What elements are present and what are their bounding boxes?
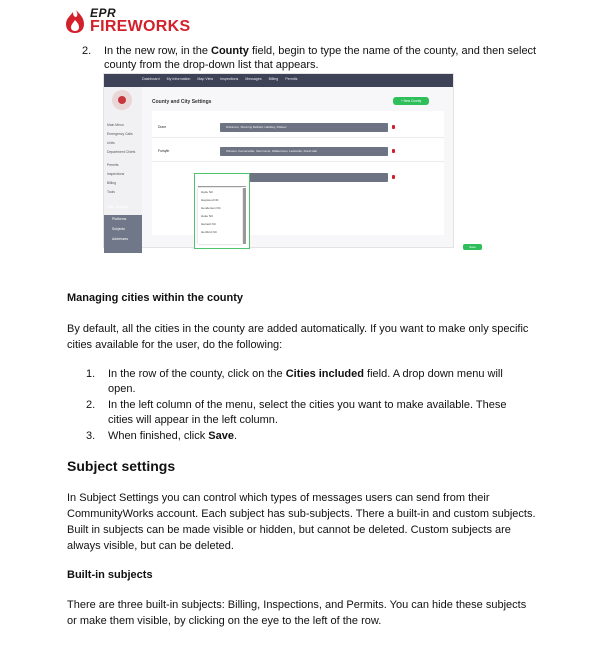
screenshot-top-nav (104, 74, 453, 87)
sidebar-item: Addresses (112, 237, 129, 241)
dropdown-option: Henderson NC (201, 206, 221, 210)
sidebar-item: Inspections (107, 172, 125, 176)
screenshot-nav-links (142, 77, 303, 81)
step-text (104, 44, 544, 72)
builtin-subjects-heading: Built-in subjects (67, 569, 153, 581)
sidebar-item: Subjects (112, 227, 126, 231)
county-settings-screenshot (103, 73, 476, 249)
cities-included-field (220, 147, 388, 156)
sidebar-item: Billing (107, 181, 117, 185)
list-text-c: . (233, 430, 238, 442)
sidebar-item: Main Menu (107, 123, 124, 127)
department-logo-icon (112, 90, 132, 110)
epr-fireworks-logo (64, 6, 191, 36)
screenshot-sidebar (104, 87, 142, 247)
screenshot-main (142, 87, 476, 249)
list-number: 1. (86, 368, 96, 380)
sidebar-item: Department Chiefs (107, 150, 136, 154)
list-text-bold: Cities included (285, 368, 364, 380)
dropdown-scrollbar (243, 188, 246, 244)
list-number: 2. (86, 399, 96, 411)
managing-intro: By default, all the cities in the county are added automatically. If you want to make only specific cities available for the user, do the following: (67, 323, 529, 351)
list-number: 3. (86, 430, 96, 442)
dropdown-option: Harnett NC (201, 222, 217, 226)
county-name: Forsyth (158, 149, 170, 153)
builtin-subjects-body: There are three built-in subjects: Billing, Inspections, and Permits. You can hide these subjects or make them visible, by clicking on the eye to the left of the row. (67, 599, 527, 627)
cities-included-field (220, 123, 388, 132)
logo-fireworks-text: FIREWORKS (90, 18, 191, 35)
sidebar-item: Permits (107, 163, 119, 167)
subject-settings-heading: Subject settings (67, 458, 176, 474)
county-row (152, 141, 444, 162)
county-dropdown-list (198, 188, 242, 244)
logo-epr-text: EPR (90, 6, 117, 20)
nav-link: Billing (268, 77, 279, 81)
dropdown-option: Hertford NC (201, 230, 218, 234)
nav-link: Map View (197, 77, 214, 81)
cities-text: Winston, Kernersville, Clemmons, Walkertown, Lewisville, Rural Hall (226, 149, 317, 153)
step-text-bold: County (211, 45, 249, 57)
cities-text: Dickinson, Manning Belfield, Halliday, Killdeer (226, 125, 287, 129)
subject-settings-body: In Subject Settings you can control which types of messages users can send from their CommunityWorks account. Each subject has sub-subjects. There a built-in and custom subjects. Built in subjects can be made visible or hidden, but cannot be deleted. Custom subjects are always visible, but can be deleted. (67, 492, 536, 552)
dropdown-option: Hyde NC (201, 190, 214, 194)
step-text-b: field, begin to type the name of the county, and then select county from the drop-down list that appears. (104, 45, 537, 71)
screenshot-save-button: Save (463, 244, 482, 250)
dropdown-option: Hoke NC (201, 214, 214, 218)
nav-link: Messages (245, 77, 262, 81)
sidebar-item: Platforms (112, 217, 127, 221)
nav-link: Inspections (220, 77, 239, 81)
sidebar-item: Units (107, 141, 115, 145)
new-county-button: + New County (393, 97, 429, 105)
step-number: 2. (82, 45, 92, 57)
county-row (152, 117, 444, 138)
list-text (108, 429, 528, 444)
screenshot-title: County and City Settings (152, 99, 212, 105)
list-text-c: field. A drop down menu will open. (108, 368, 503, 395)
sidebar-item: Misc. Settings (107, 205, 129, 209)
delete-icon (392, 125, 395, 129)
dropdown-option: Haywood NC (201, 198, 219, 202)
list-text-a: When finished, click (108, 430, 209, 442)
list-text: In the left column of the menu, select the cities you want to make available. These cities will appear in the left column. (108, 399, 507, 426)
delete-icon (392, 149, 395, 153)
nav-link: Permits (285, 77, 298, 81)
flame-logo-icon (64, 8, 86, 34)
delete-icon (392, 175, 395, 179)
list-text-a: In the row of the county, click on the (108, 368, 286, 380)
step-text-a: In the new row, in the (104, 45, 212, 57)
nav-link: Dashboard (142, 77, 160, 81)
sidebar-item: Emergency Calls (107, 132, 133, 136)
list-text (108, 367, 528, 397)
list-text-bold: Save (208, 430, 234, 442)
nav-link: My Information (166, 77, 191, 81)
managing-cities-heading: Managing cities within the county (67, 292, 244, 304)
county-input (198, 177, 246, 187)
county-name: Dunn (158, 125, 167, 129)
sidebar-item: Tools (107, 190, 115, 194)
county-dropdown (194, 173, 250, 249)
